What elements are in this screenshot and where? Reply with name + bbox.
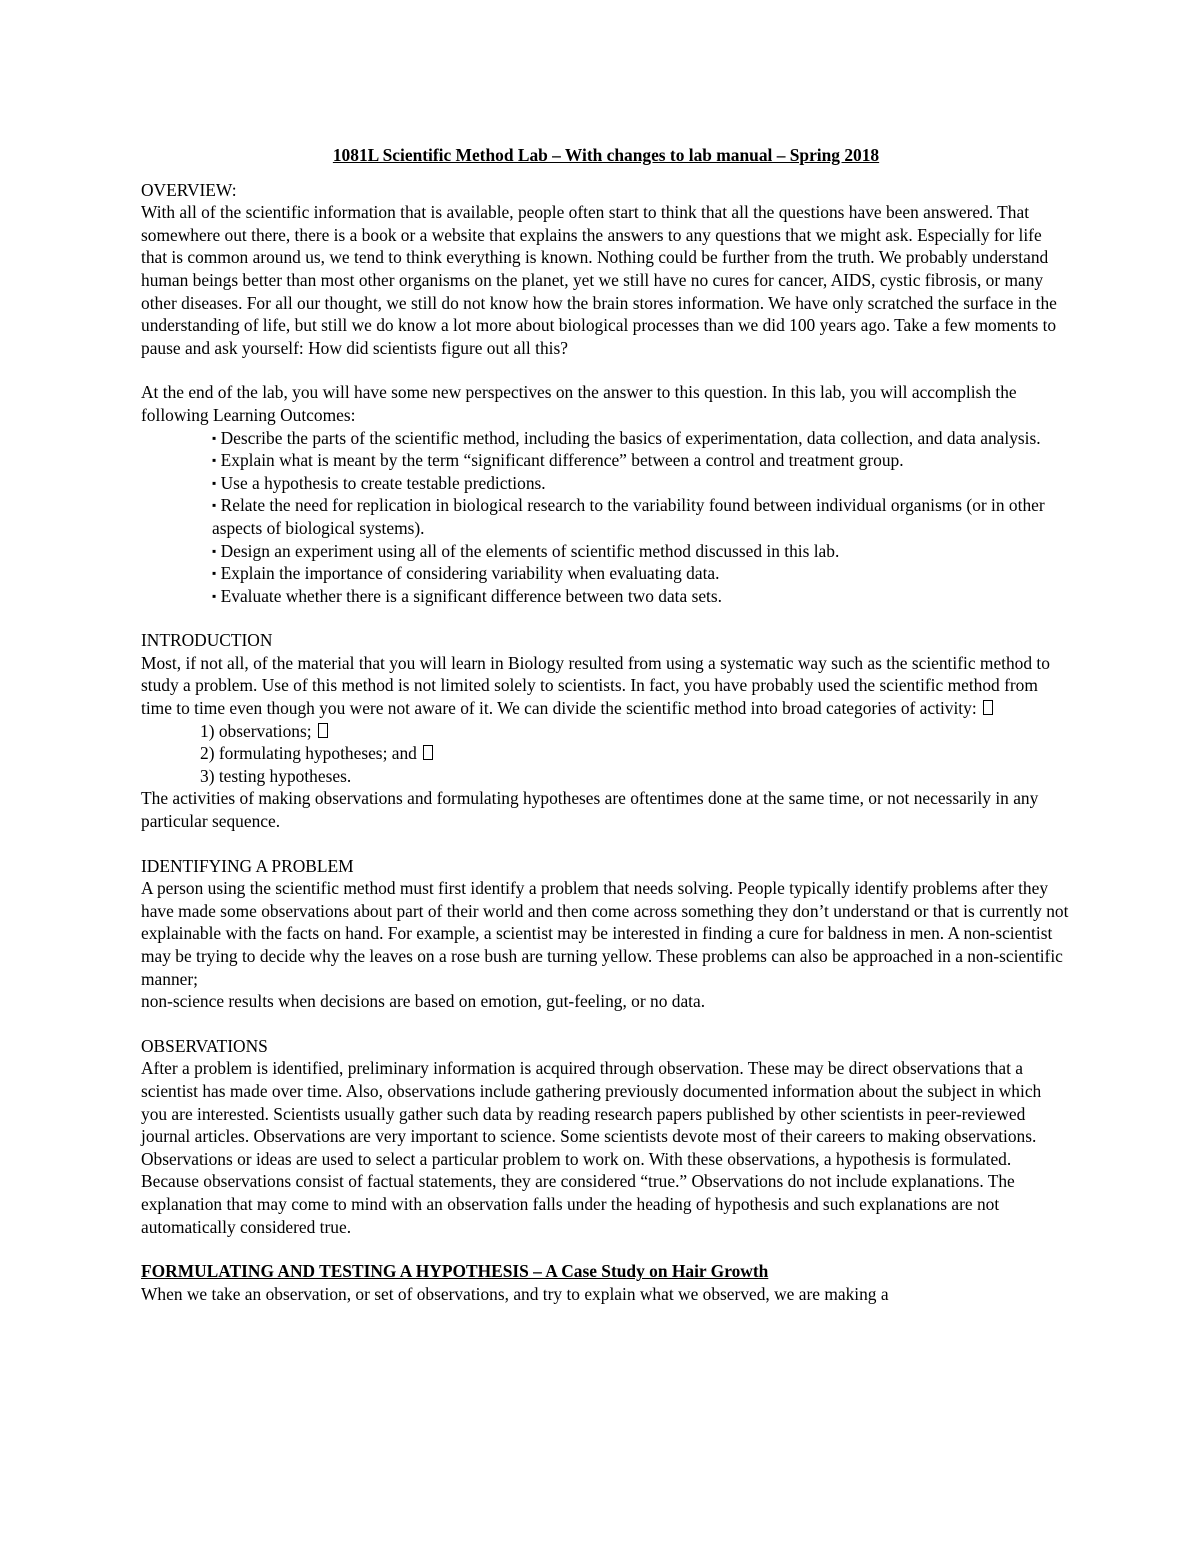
method-step-item: 2) formulating hypotheses; and (200, 742, 1071, 765)
learning-outcome-item: ▪ Design an experiment using all of the elements of scientific method discussed in this lab. (212, 540, 840, 561)
introduction-paragraph: Most, if not all, of the material that you will learn in Biology resulted from using a systematic way such as the scientific method to study a problem. Use of this method is not limited solely to scientists. In fact, you have probably used the scientific method from time to time even though you were not aware of it. We can divide the scientific method into broad categories of activity: (141, 652, 1050, 719)
method-steps-list (141, 720, 1071, 788)
document-title: 1081L Scientific Method Lab – With changes to lab manual – Spring 2018 (332, 145, 880, 165)
identifying-heading: IDENTIFYING A PROBLEM (141, 855, 354, 876)
introduction-heading: INTRODUCTION (141, 630, 273, 651)
learning-outcome-item: ▪ Relate the need for replication in biological research to the variability found between individual organisms (or in other aspects of biological systems). (212, 495, 1045, 538)
identifying-paragraph: A person using the scientific method must first identify a problem that needs solving. People typically identify problems after they have made some observations about part of their world and then come across something they don’t understand or that is currently not explainable with the facts on hand. For example, a scientist may be interested in finding a cure for baldness in men. A non-scientist may be trying to decide why the leaves on a rose bush are turning yellow. These problems can also be approached in a non-scientific manner; (141, 878, 1069, 989)
learning-outcome-item: ▪ Evaluate whether there is a significant difference between two data sets. (212, 585, 723, 606)
overview-paragraph-2: At the end of the lab, you will have some new perspectives on the answer to this question. In this lab, you will accomplish the following Learning Outcomes: (141, 382, 1017, 425)
missing-glyph-icon (318, 723, 328, 738)
method-step-item: 1) observations; (200, 720, 1071, 743)
introduction-paragraph-2: The activities of making observations and formulating hypotheses are oftentimes done at the same time, or not necessarily in any particular sequence. (141, 788, 1039, 832)
missing-glyph-icon (983, 700, 993, 715)
learning-outcome-item: ▪ Explain what is meant by the term “significant difference” between a control and treatment group. (212, 450, 904, 471)
observations-paragraph: After a problem is identified, preliminary information is acquired through observation. These may be direct observations that a scientist has made over time. Also, observations include gathering previously documented information about the subject in which you are interested. Scientists usually gather such data by reading research papers published by other scientists in peer-reviewed journal articles. Observations are very important to science. Some scientists devote most of their careers to making observations. Observations or ideas are used to select a particular problem to work on. With these observations, a hypothesis is formulated. Because observations consist of factual statements, they are considered “true.” Observations do not include explanations. The explanation that may come to mind with an observation falls under the heading of hypothesis and such explanations are not automatically considered true. (141, 1058, 1042, 1237)
document-content (141, 144, 1071, 1305)
hypothesis-heading: FORMULATING AND TESTING A HYPOTHESIS – A Case Study on Hair Growth (141, 1261, 769, 1282)
bullet-icon: ▪ (212, 430, 217, 445)
bullet-icon: ▪ (212, 588, 217, 603)
overview-paragraph: With all of the scientific information that is available, people often start to think that all the questions have been answered. That somewhere out there, there is a book or a website that explains the answers to any questions that we might ask. Especially for life that is common around us, we tend to think everything is known. Nothing could be further from the truth. We probably understand human beings better than most other organisms on the planet, yet we still have no cures for cancer, AIDS, cystic fibrosis, or many other diseases. For all our thought, we still do not know how the brain stores information. We have only scratched the surface in the understanding of life, but still we do know a lot more about biological processes than we did 100 years ago. Take a few moments to pause and ask yourself: How did scientists figure out all this? (141, 202, 1057, 358)
bullet-icon: ▪ (212, 453, 217, 468)
learning-outcomes-list (141, 427, 1071, 608)
missing-glyph-icon (423, 745, 433, 760)
bullet-icon: ▪ (212, 498, 217, 513)
learning-outcome-item: ▪ Explain the importance of considering variability when evaluating data. (212, 563, 720, 584)
bullet-icon: ▪ (212, 475, 217, 490)
observations-heading: OBSERVATIONS (141, 1035, 268, 1056)
bullet-icon: ▪ (212, 543, 217, 558)
overview-heading: OVERVIEW: (141, 179, 237, 200)
bullet-icon: ▪ (212, 566, 217, 581)
identifying-paragraph-2: non-science results when decisions are based on emotion, gut-feeling, or no data. (141, 991, 706, 1012)
learning-outcome-item: ▪ Use a hypothesis to create testable predictions. (212, 472, 546, 493)
learning-outcome-item: ▪ Describe the parts of the scientific method, including the basics of experimentation, data collection, and data analysis. (212, 427, 1041, 448)
hypothesis-paragraph: When we take an observation, or set of observations, and try to explain what we observed, we are making a (141, 1283, 889, 1304)
method-step-item: 3) testing hypotheses. (200, 765, 352, 786)
